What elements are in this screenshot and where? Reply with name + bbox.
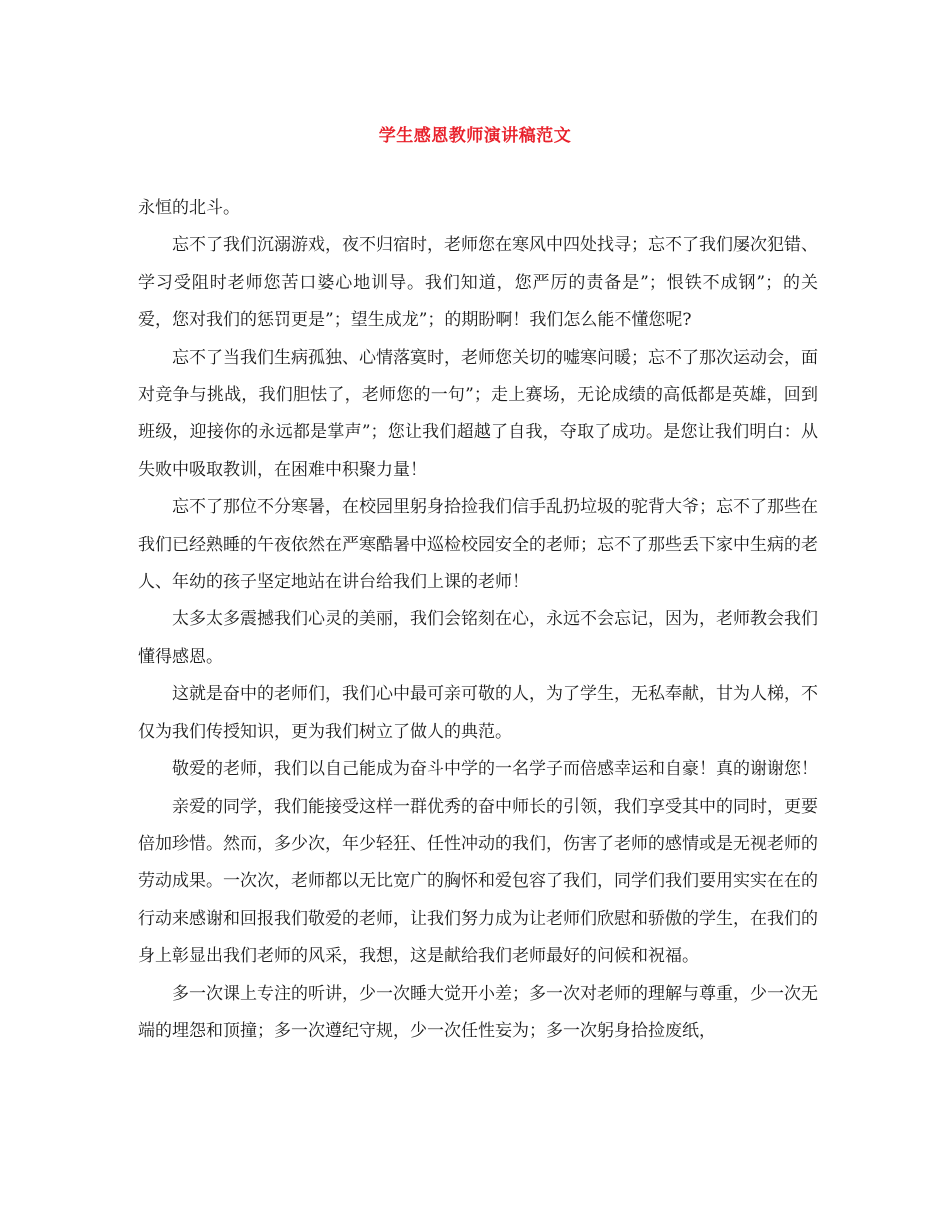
- paragraph-4: 忘不了那位不分寒暑，在校园里躬身拾捡我们信手乱扔垃圾的驼背大爷；忘不了那些在我们已经熟睡的午夜依然在严寒酷暑中巡检校园安全的老师；忘不了那些丢下家中生病的老人、年幼的孩子坚定地站在讲台给我们上课的老师！: [138, 497, 818, 593]
- paragraph-5: 太多太多震撼我们心灵的美丽，我们会铭刻在心，永远不会忘记，因为，老师教会我们懂得感恩。: [138, 609, 818, 667]
- paragraph-9: 多一次课上专注的听讲，少一次睡大觉开小差；多一次对老师的理解与尊重，少一次无端的埋怨和顶撞；多一次遵纪守规，少一次任性妄为；多一次躬身拾捡废纸，: [138, 983, 818, 1041]
- paragraph-7: 敬爱的老师，我们以自己能成为奋斗中学的一名学子而倍感幸运和自豪！真的谢谢您！: [172, 759, 818, 780]
- paragraph-3: 忘不了当我们生病孤独、心情落寞时，老师您关切的嘘寒问暖；忘不了那次运动会，面对竞争与挑战，我们胆怯了，老师您的一句”；走上赛场，无论成绩的高低都是英雄，回到班级，迎接你的永远都是掌声”；您让我们超越了自我，夺取了成功。是您让我们明白：从失败中吸取教训，在困难中积聚力量！: [138, 347, 818, 480]
- document-body: [138, 190, 818, 1050]
- paragraph-6: 这就是奋中的老师们，我们心中最可亲可敬的人，为了学生，无私奉献，甘为人梯，不仅为我们传授知识，更为我们树立了做人的典范。: [138, 684, 818, 742]
- document-title: 学生感恩教师演讲稿范文: [378, 126, 572, 146]
- paragraph-8: 亲爱的同学，我们能接受这样一群优秀的奋中师长的引领，我们享受其中的同时，更要倍加珍惜。然而，多少次，年少轻狂、任性冲动的我们，伤害了老师的感情或是无视老师的劳动成果。一次次，老师都以无比宽广的胸怀和爱包容了我们，同学们我们要用实实在在的行动来感谢和回报我们敬爱的老师，让我们努力成为让老师们欣慰和骄傲的学生，在我们的身上彰显出我们老师的风采，我想，这是献给我们老师最好的问候和祝福。: [138, 796, 818, 967]
- paragraph-2: 忘不了我们沉溺游戏，夜不归宿时，老师您在寒风中四处找寻；忘不了我们屡次犯错、学习受阻时老师您苦口婆心地训导。我们知道，您严厉的责备是”；恨铁不成钢”；的关爱，您对我们的惩罚更是”；望生成龙”；的期盼啊！我们怎么能不懂您呢?: [138, 235, 818, 331]
- paragraph-1: 永恒的北斗。: [138, 198, 240, 218]
